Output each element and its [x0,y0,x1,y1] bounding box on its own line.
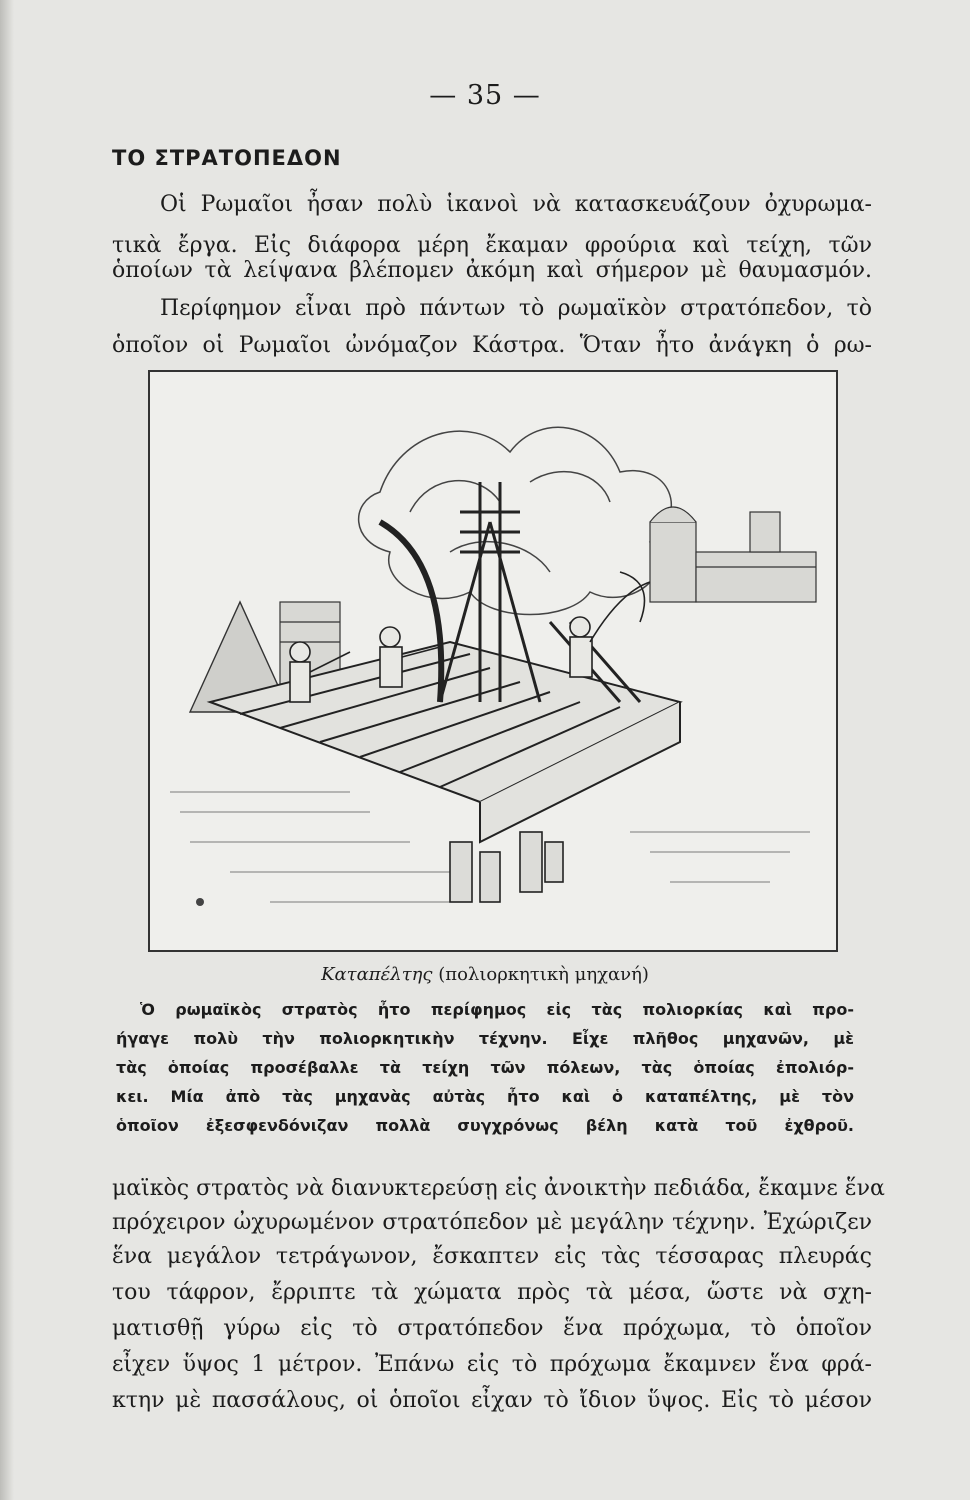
caption-line: κει. Μία ἀπὸ τὰς μηχανὰς αὐτὰς ἦτο καὶ ὁ καταπέλτης, μὲ τὸν [116,1087,854,1106]
paragraph-2-line: ματισθῇ γύρω εἰς τὸ στρατόπεδον ἕνα πρόχωμα, τὸ ὁποῖον [112,1316,872,1341]
paragraph-2-line: ἕνα μεγάλον τετράγωνον, ἔσκαπτεν εἰς τὰς τέσσαρας πλευράς [112,1244,872,1269]
paragraph-1-line: Οἱ Ρωμαῖοι ἦσαν πολὺ ἱκανοὶ νὰ κατασκευάζουν ὀχυρωμα- [160,192,872,217]
catapult-illustration [148,370,838,952]
posts [450,832,563,902]
paragraph-1-line: ὁποίων τὰ λείψανα βλέπομεν ἀκόμη καὶ σήμερον μὲ θαυμασμόν. [112,258,872,283]
caption-title-sub: (πολιορκητικὴ μηχανή) [432,964,649,985]
paragraph-2-line: κτην μὲ πασσάλους, οἱ ὁποῖοι εἶχαν τὸ ἴδιον ὕψος. Εἰς τὸ μέσον [112,1388,872,1413]
paragraph-1-line: Περίφημον εἶναι πρὸ πάντων τὸ ρωμαϊκὸν στρατόπεδον, τὸ [160,296,872,321]
caption-title-main: Καταπέλτης [321,964,433,985]
caption-line: ήγαγε πολὺ τὴν πολιορκητικὴν τέχνην. Εἶχε πλῆθος μηχανῶν, μὲ [116,1029,854,1048]
page-edge-shadow [0,0,14,1500]
paragraph-2-line: μαϊκὸς στρατὸς νὰ διανυκτερεύσῃ εἰς ἀνοικτὴν πεδιάδα, ἔκαμνε ἕνα [112,1176,885,1201]
paragraph-1-line: τικὰ ἔργα. Εἰς διάφορα μέρη ἔκαμαν φρούρια καὶ τείχη, τῶν [112,233,872,258]
paragraph-2-line: εἶχεν ὕψος 1 μέτρον. Ἐπάνω εἰς τὸ πρόχωμα ἔκαμνεν ἕνα φρά- [112,1352,872,1377]
figure-caption-title [0,964,970,985]
caption-line: τὰς ὁποίας προσέβαλλε τὰ τείχη τῶν πόλεων, τὰς ὁποίας ἐπολιόρ- [116,1058,854,1077]
section-title: ΤΟ ΣΤΡΑΤΟΠΕΔΟΝ [112,146,342,170]
city-walls [650,507,816,602]
caption-line: Ὁ ρωμαϊκὸς στρατὸς ἦτο περίφημος εἰς τὰς πολιορκίας καὶ προ- [140,1000,854,1019]
print-mark [196,898,204,906]
paragraph-1-line: ὁποῖον οἱ Ρωμαῖοι ὠνόμαζον Κάστρα. Ὅταν ἦτο ἀνάγκη ὁ ρω- [112,333,872,358]
smoke-clouds [359,427,672,614]
catapult-drawing [150,372,836,950]
paragraph-2-line: πρόχειρον ὠχυρωμένον στρατόπεδον μὲ μεγάλην τέχνην. Ἐχώριζεν [112,1210,872,1235]
paragraph-2-line: του τάφρον, ἔρριπτε τὰ χώματα πρὸς τὰ μέσα, ὥστε νὰ σχη- [112,1280,872,1305]
caption-line: ὁποῖον ἐξεσφενδόνιζαν πολλὰ συγχρόνως βέλη κατὰ τοῦ ἐχθροῦ. [116,1116,854,1135]
page-number: — 35 — [429,80,541,111]
